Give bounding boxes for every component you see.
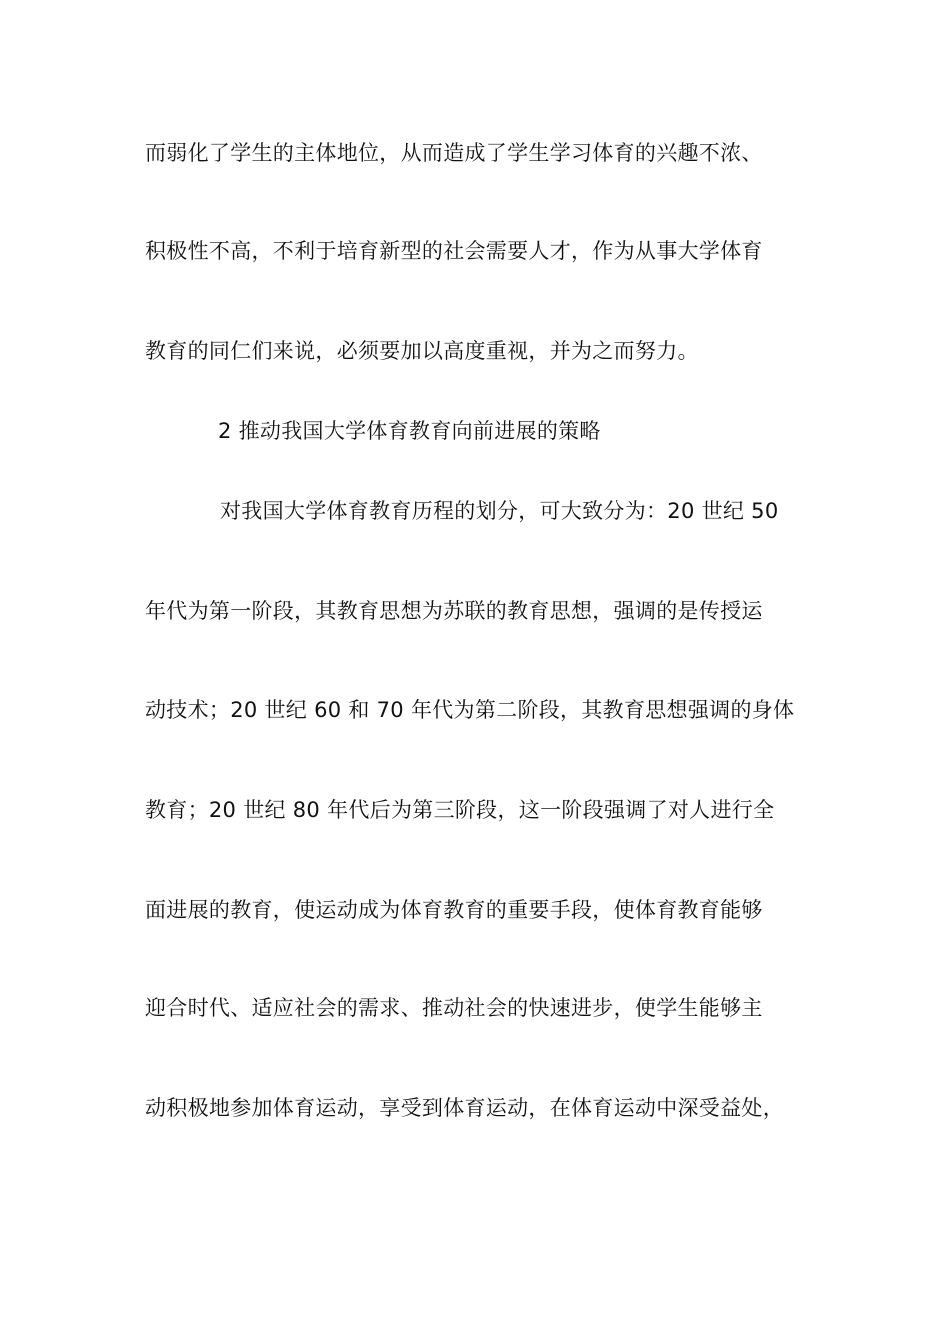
paragraph-line: 动积极地参加体育运动，享受到体育运动，在体育运动中深受益处， [145,1096,784,1120]
paragraph-line: 而弱化了学生的主体地位，从而造成了学生学习体育的兴趣不浓、 [145,141,763,165]
paragraph-line: 动技术；20 世纪 60 和 70 年代为第二阶段，其教育思想强调的身体 [145,698,795,722]
paragraph-line: 教育的同仁们来说，必须要加以高度重视，并为之而努力。 [145,339,699,363]
paragraph-line: 年代为第一阶段，其教育思想为苏联的教育思想，强调的是传授运 [145,599,763,623]
paragraph-line: 迎合时代、适应社会的需求、推动社会的快速进步，使学生能够主 [145,996,763,1020]
paragraph-line: 面进展的教育，使运动成为体育教育的重要手段，使体育教育能够 [145,898,763,922]
section-heading: 2 推动我国大学体育教育向前进展的策略 [218,419,601,443]
paragraph-line: 对我国大学体育教育历程的划分，可大致分为：20 世纪 50 [220,499,779,523]
paragraph-line: 教育；20 世纪 80 年代后为第三阶段，这一阶段强调了对人进行全 [145,798,775,822]
paragraph-line: 积极性不高，不利于培育新型的社会需要人才，作为从事大学体育 [145,239,763,263]
